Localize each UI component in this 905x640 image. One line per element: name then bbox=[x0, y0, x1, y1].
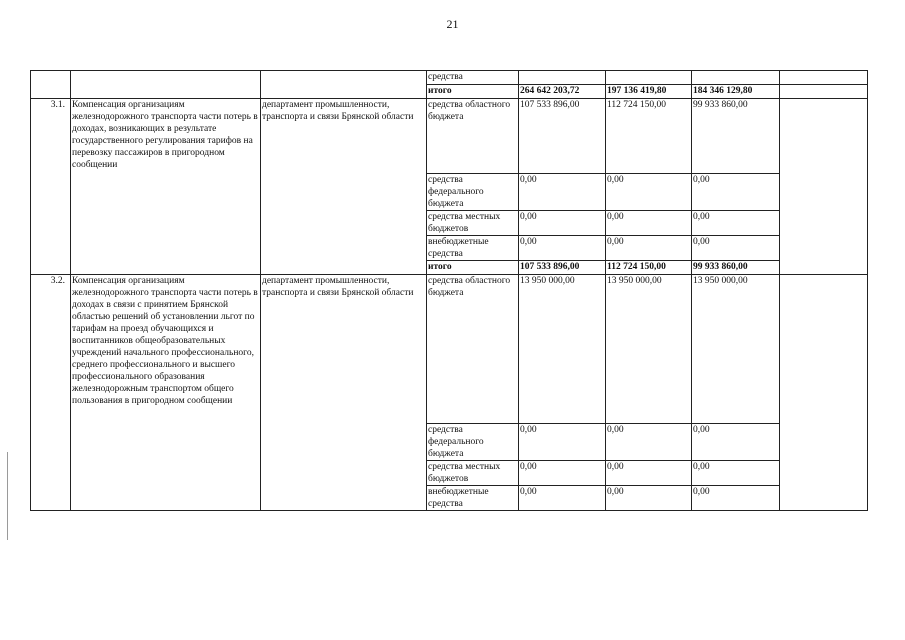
value-cell bbox=[606, 71, 692, 85]
value-cell: 13 950 000,00 bbox=[606, 275, 692, 424]
measure-cell bbox=[71, 71, 261, 99]
page-number: 21 bbox=[446, 17, 459, 31]
value-cell: 99 933 860,00 bbox=[692, 99, 780, 174]
source-cell: средства федерального бюджета bbox=[427, 174, 519, 211]
value-cell: 99 933 860,00 bbox=[692, 261, 780, 275]
empty-cell bbox=[780, 85, 868, 99]
number-cell bbox=[31, 71, 71, 99]
source-cell: средства областного бюджета bbox=[427, 275, 519, 424]
value-cell: 0,00 bbox=[519, 174, 606, 211]
value-cell: 0,00 bbox=[519, 236, 606, 261]
scan-edge-mark bbox=[7, 452, 8, 540]
value-cell: 184 346 129,80 bbox=[692, 85, 780, 99]
value-cell: 0,00 bbox=[692, 211, 780, 236]
value-cell: 0,00 bbox=[692, 424, 780, 461]
value-cell bbox=[692, 71, 780, 85]
executor: департамент промышленности, транспорта и связи Брянской области bbox=[261, 99, 427, 275]
value-cell: 0,00 bbox=[606, 424, 692, 461]
value-cell: 0,00 bbox=[606, 174, 692, 211]
value-cell: 0,00 bbox=[692, 174, 780, 211]
value-cell: 0,00 bbox=[692, 236, 780, 261]
value-cell: 0,00 bbox=[606, 461, 692, 486]
value-cell: 0,00 bbox=[519, 211, 606, 236]
value-cell: 197 136 419,80 bbox=[606, 85, 692, 99]
total-label: итого bbox=[427, 261, 519, 275]
section-number: 3.1. bbox=[31, 99, 71, 275]
source-cell: внебюджетные средства bbox=[427, 236, 519, 261]
value-cell: 0,00 bbox=[692, 461, 780, 486]
section-number: 3.2. bbox=[31, 275, 71, 511]
value-cell bbox=[519, 71, 606, 85]
value-cell: 0,00 bbox=[519, 424, 606, 461]
empty-cell bbox=[780, 71, 868, 85]
program-measures-table bbox=[30, 70, 868, 511]
executor-cell bbox=[261, 71, 427, 99]
value-cell: 0,00 bbox=[606, 211, 692, 236]
source-cell: средства местных бюджетов bbox=[427, 461, 519, 486]
source-cell: средства федерального бюджета bbox=[427, 424, 519, 461]
value-cell: 107 533 896,00 bbox=[519, 261, 606, 275]
table-row bbox=[31, 71, 868, 85]
table-row bbox=[31, 99, 868, 174]
value-cell: 0,00 bbox=[606, 486, 692, 511]
total-label: итого bbox=[427, 85, 519, 99]
measure-title: Компенсация организациям железнодорожного транспорта части потерь в доходах в связи с принятием Брянской областью решений об установлении льгот по тарифам на проезд обучающихся и воспитанников общеобразовательных учреждений начального профессионального, среднего профессионального и высшего профессионального образования железнодорожным транспортом общего пользования в пригородном сообщении bbox=[71, 275, 261, 511]
source-cell: средства областного бюджета bbox=[427, 99, 519, 174]
value-cell: 13 950 000,00 bbox=[692, 275, 780, 424]
value-cell: 264 642 203,72 bbox=[519, 85, 606, 99]
value-cell: 0,00 bbox=[692, 486, 780, 511]
source-cell: средства bbox=[427, 71, 519, 85]
source-cell: внебюджетные средства bbox=[427, 486, 519, 511]
value-cell: 107 533 896,00 bbox=[519, 99, 606, 174]
value-cell: 112 724 150,00 bbox=[606, 99, 692, 174]
measure-title: Компенсация организациям железнодорожного транспорта части потерь в доходах, возникающих в результате государственного регулирования тарифов на перевозку пассажиров в пригородном сообщении bbox=[71, 99, 261, 275]
source-cell: средства местных бюджетов bbox=[427, 211, 519, 236]
empty-cell bbox=[780, 99, 868, 275]
value-cell: 0,00 bbox=[519, 486, 606, 511]
value-cell: 0,00 bbox=[606, 236, 692, 261]
value-cell: 13 950 000,00 bbox=[519, 275, 606, 424]
empty-cell bbox=[780, 275, 868, 511]
table-row bbox=[31, 275, 868, 424]
executor: департамент промышленности, транспорта и связи Брянской области bbox=[261, 275, 427, 511]
value-cell: 0,00 bbox=[519, 461, 606, 486]
value-cell: 112 724 150,00 bbox=[606, 261, 692, 275]
